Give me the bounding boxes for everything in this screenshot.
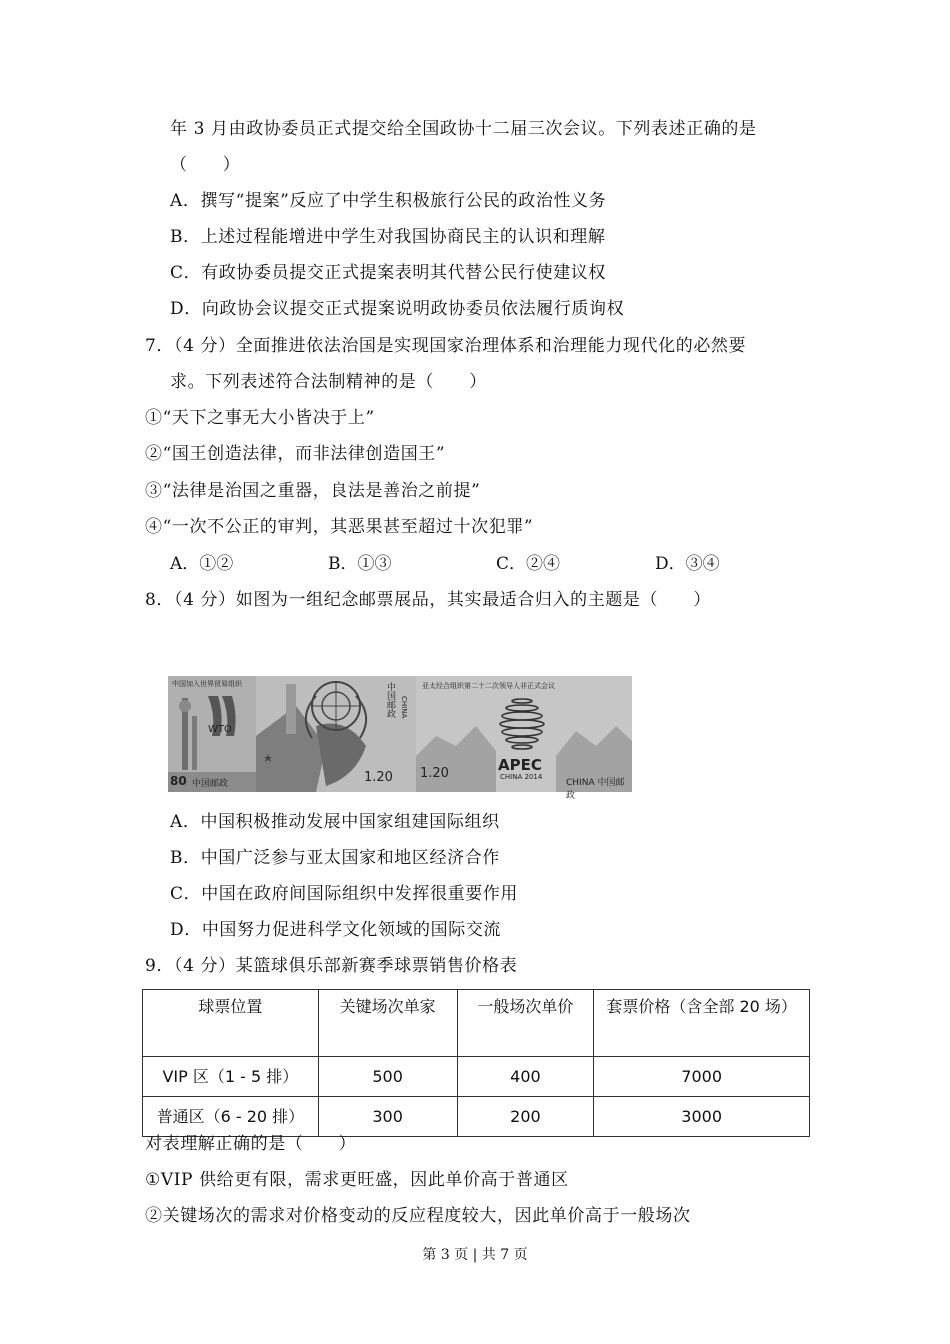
q9-item-1: ①VIP 供给更有限，需求更旺盛，因此单价高于普通区	[145, 1170, 569, 1190]
wto-logo-text: WTO	[208, 724, 232, 735]
apec-logo-text: APEC	[498, 756, 542, 774]
q8-option-d: D．中国努力促进科学文化领域的国际交流	[170, 920, 502, 940]
page-footer: 第 3 页 | 共 7 页	[422, 1247, 528, 1263]
q7-choice-c: C．②④	[496, 554, 561, 574]
q6-option-b: B．上述过程能增进中学生对我国协商民主的认识和理解	[170, 227, 606, 247]
q7-choice-b: B．①③	[328, 554, 392, 574]
table-cell: 3000	[594, 1097, 810, 1137]
q6-answer-blank: （ ）	[170, 155, 241, 175]
q7-item-4: ④“一次不公正的审判，其恶果甚至超过十次犯罪”	[145, 517, 534, 537]
table-header-cell: 套票价格（含全部 20 场）	[594, 990, 810, 1057]
table-cell: VIP 区（1 - 5 排）	[143, 1057, 319, 1097]
q7-choice-d: D．③④	[655, 554, 720, 574]
wto-stamp-title: 中国加入世界贸易组织	[172, 680, 242, 688]
q7-stem-line1: 7．（4 分）全面推进依法治国是实现国家治理体系和治理能力现代化的必然要	[145, 336, 747, 356]
stamp-apec	[416, 676, 632, 801]
q7-choice-a: A．①②	[170, 554, 234, 574]
q7-item-3: ③“法律是治国之重器，良法是善治之前提”	[145, 481, 481, 501]
table-header-cell: 关键场次单家	[318, 990, 457, 1057]
table-header-cell: 球票位置	[143, 990, 319, 1057]
q7-item-1: ①“天下之事无大小皆决于上”	[145, 408, 375, 428]
table-cell: 300	[318, 1097, 457, 1137]
table-cell: 7000	[594, 1057, 810, 1097]
q7-item-2: ②“国王创造法律，而非法律创造国王”	[145, 444, 446, 464]
table-header-row	[143, 990, 810, 1057]
ticket-price-table	[142, 989, 810, 1137]
un-stamp-country: 中国邮政	[385, 682, 395, 718]
q6-option-c: C．有政协委员提交正式提案表明其代替公民行使建议权	[170, 263, 607, 283]
q7-stem-line2: 求。下列表述符合法制精神的是（ ）	[170, 372, 487, 392]
apec-stamp-subtitle: CHINA 2014	[500, 773, 543, 781]
table-row	[143, 1097, 810, 1137]
q6-stem-line1: 年 3 月由政协委员正式提交给全国政协十二届三次会议。下列表述正确的是	[170, 119, 757, 139]
stamp-wto	[168, 676, 256, 792]
q9-question: 对表理解正确的是（ ）	[145, 1134, 357, 1154]
q8-option-b: B．中国广泛参与亚太国家和地区经济合作	[170, 848, 500, 868]
table-header-cell: 一般场次单价	[457, 990, 594, 1057]
un-stamp-value: 1.20	[364, 770, 393, 785]
table-cell: 500	[318, 1057, 457, 1097]
q8-option-c: C．中国在政府间国际组织中发挥很重要作用	[170, 884, 519, 904]
apec-stamp-value: 1.20	[420, 766, 449, 781]
q9-stem: 9．（4 分）某篮球俱乐部新赛季球票销售价格表	[145, 956, 518, 976]
table-cell: 400	[457, 1057, 594, 1097]
table-cell: 普通区（6 - 20 排）	[143, 1097, 319, 1137]
table-row	[143, 1057, 810, 1097]
stamp-un	[256, 676, 416, 792]
table-cell: 200	[457, 1097, 594, 1137]
q8-option-a: A．中国积极推动发展中国家组建国际组织	[170, 812, 500, 832]
un-stamp-country-en: CHINA	[400, 696, 408, 719]
q8-stem: 8．（4 分）如图为一组纪念邮票展品，其实最适合归入的主题是（ ）	[145, 590, 711, 610]
apec-stamp-country: CHINA 中国邮政	[566, 778, 625, 801]
q6-option-a: A．撰写“提案”反应了中学生积极旅行公民的政治性义务	[170, 191, 607, 211]
wto-stamp-country: 中国邮政	[192, 779, 229, 789]
q6-option-d: D．向政协会议提交正式提案说明政协委员依法履行质询权	[170, 299, 625, 319]
q9-item-2: ②关键场次的需求对价格变动的反应程度较大，因此单价高于一般场次	[145, 1206, 691, 1226]
wto-stamp-value: 80	[170, 774, 187, 788]
apec-stamp-title: 亚太经合组织第二十二次领导人非正式会议	[422, 682, 555, 690]
stamp-set-image	[168, 676, 632, 801]
